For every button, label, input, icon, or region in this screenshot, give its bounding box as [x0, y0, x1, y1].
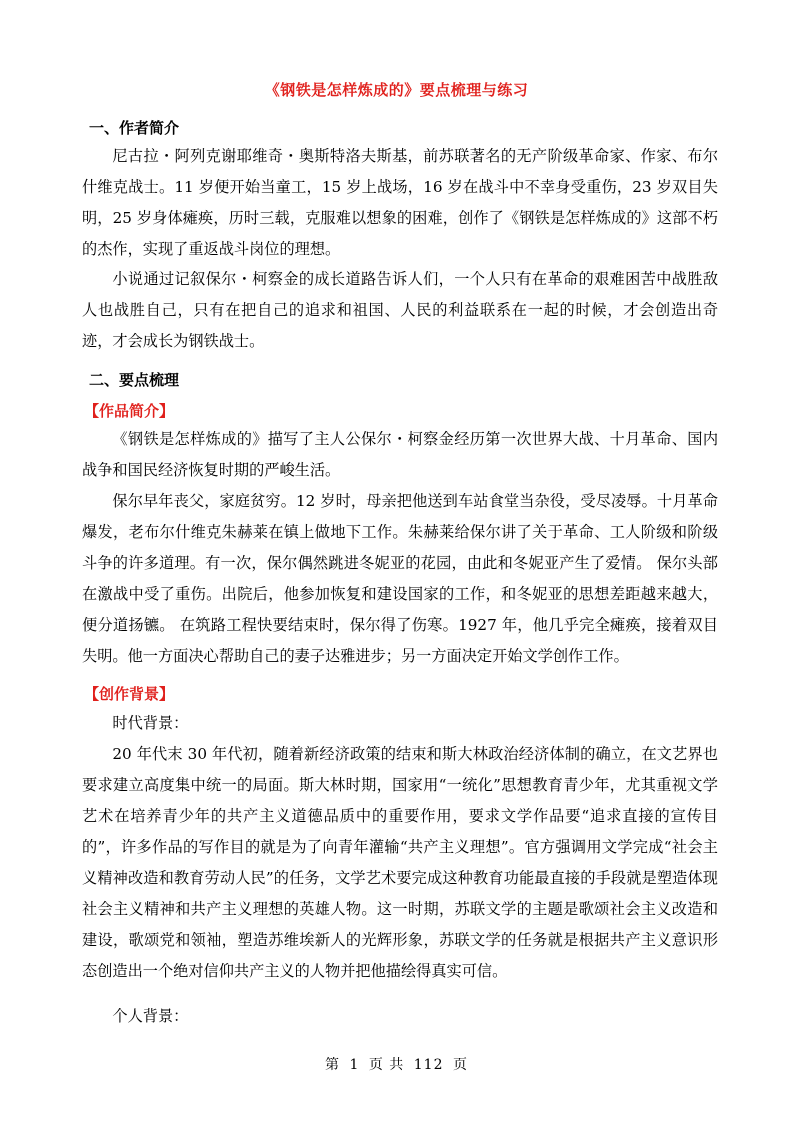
section-heading-author: 一、作者简介	[89, 119, 180, 137]
author-paragraph-1: 尼古拉・阿列克谢耶维奇・奥斯特洛夫斯基，前苏联著名的无产阶级革命家、作家、布尔什维克战士。11 岁便开始当童工，15 岁上战场，16 岁在战斗中不幸身受重伤，23 岁双目失明，25 岁身体瘫痪，历时三载，克服难以想象的困难，创作了《钢铁是怎样炼成的》这部不朽的杰作，实现了重返战斗岗位的理想。	[82, 147, 718, 258]
tag-background: 【创作背景】	[84, 685, 175, 703]
work-intro-paragraph-2: 保尔早年丧父，家庭贫穷。12 岁时，母亲把他送到车站食堂当杂役，受尽凌辱。十月革命爆发，老布尔什维克朱赫莱在镇上做地下工作。朱赫莱给保尔讲了关于革命、工人阶级和阶级斗争的许多道理。有一次，保尔偶然跳进冬妮亚的花园，由此和冬妮亚产生了爱情。 保尔头部在激战中受了重伤。出院后，他参加恢复和建设国家的工作，和冬妮亚的思想差距越来越大，便分道扬镳。 在筑路工程快要结束时，保尔得了伤寒。1927 年，他几乎完全瘫痪，接着双目失明。他一方面决心帮助自己的妻子达雅进步；另一方面决定开始文学创作工作。	[82, 492, 718, 665]
footer-page-number: 1	[349, 1057, 360, 1073]
footer-prefix: 第	[325, 1057, 341, 1073]
footer-total-pages: 112	[413, 1057, 444, 1073]
tag-work-intro: 【作品简介】	[84, 402, 175, 420]
section-heading-points: 二、要点梳理	[89, 371, 180, 389]
document-title: 《钢铁是怎样炼成的》要点梳理与练习	[264, 81, 529, 99]
era-background-paragraph: 20 年代末 30 年代初，随着新经济政策的结束和斯大林政治经济体制的确立，在文艺界也要求建立高度集中统一的局面。斯大林时期，国家用“一统化”思想教育青少年，尤其重视文学艺术在培养青少年的共产主义道德品质中的重要作用，要求文学作品要“追求直接的宣传目的”，许多作品的写作目的就是为了向青年灌输“共产主义理想”。官方强调用文学完成“社会主义精神改造和教育劳动人民”的任务，文学艺术要完成这种教育功能最直接的手段就是塑造体现社会主义精神和共产主义理想的英雄人物。这一时期，苏联文学的主题是歌颂社会主义改造和建设，歌颂党和领袖，塑造苏维埃新人的光辉形象，苏联文学的任务就是根据共产主义意识形态创造出一个绝对信仰共产主义的人物并把他描绘得真实可信。	[82, 745, 718, 980]
work-intro-paragraph-1: 《钢铁是怎样炼成的》描写了主人公保尔・柯察金经历第一次世界大战、十月革命、国内战争和国民经济恢复时期的严峻生活。	[82, 430, 718, 479]
personal-background-label: 个人背景：	[112, 1007, 189, 1025]
footer-middle: 页 共	[368, 1057, 405, 1073]
era-background-label: 时代背景：	[112, 714, 189, 732]
footer-suffix: 页	[452, 1057, 468, 1073]
page-footer	[0, 1054, 793, 1074]
author-paragraph-2: 小说通过记叙保尔・柯察金的成长道路告诉人们，一个人只有在革命的艰难困苦中战胜敌人也战胜自己，只有在把自己的追求和祖国、人民的利益联系在一起的时候，才会创造出奇迹，才会成长为钢铁战士。	[82, 270, 718, 350]
